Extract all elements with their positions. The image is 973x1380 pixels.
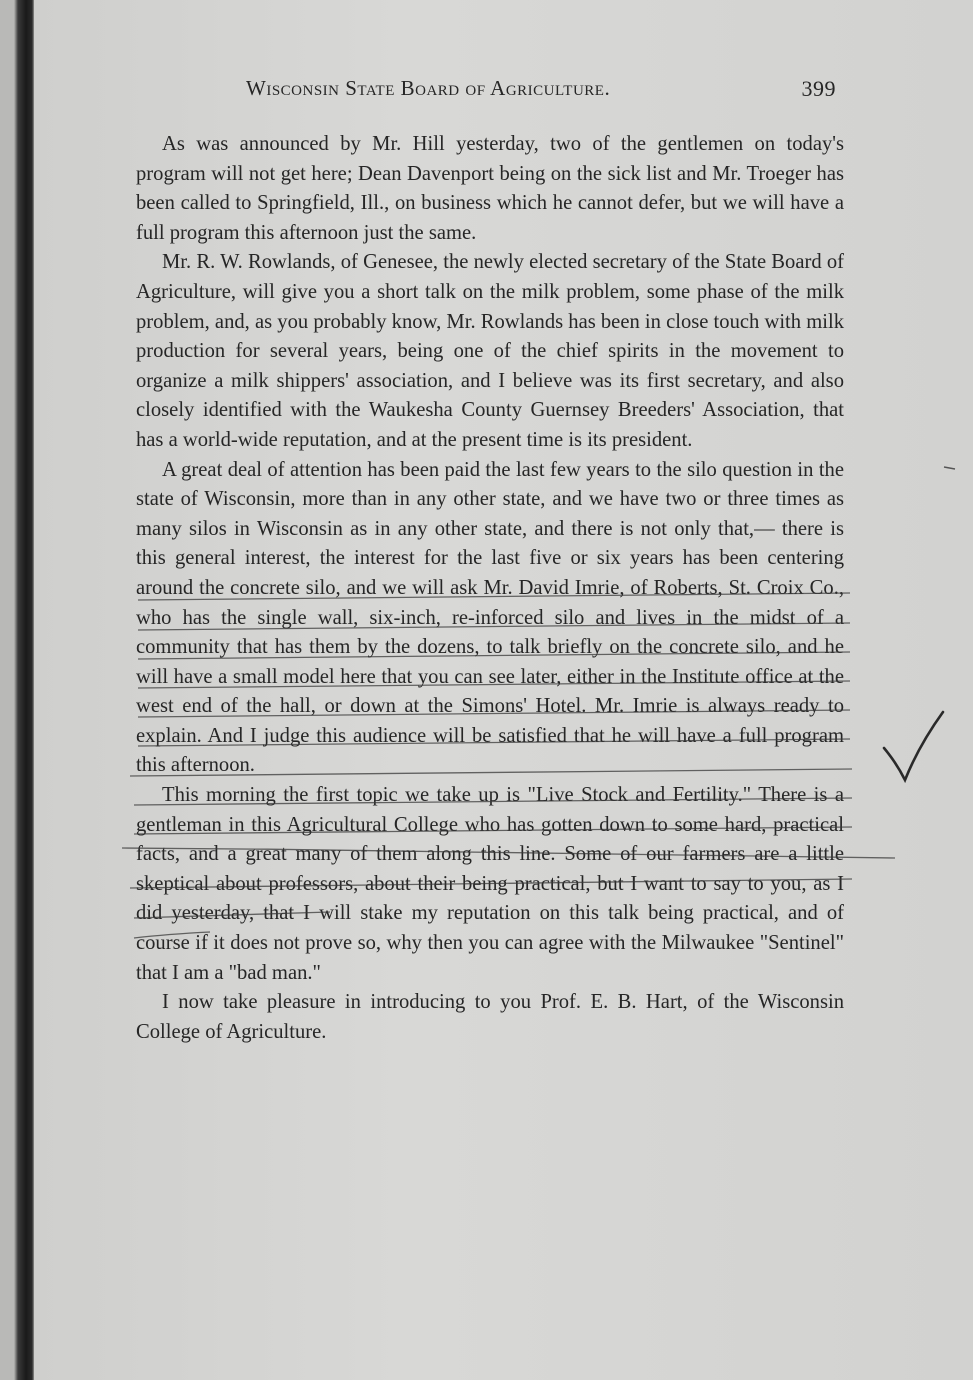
book-spine-shadow (0, 0, 34, 1380)
running-header (246, 76, 836, 106)
paragraph: As was announced by Mr. Hill yesterday, two of the gentlemen on today's program will not get here; Dean Davenport being on the sick list and Mr. Troeger has been called to Springfield, Ill., on business which he cannot defer, but we will have a full program this afternoon just the same. (136, 133, 844, 244)
page-number: 399 (801, 76, 836, 101)
body-text (136, 130, 844, 1047)
paragraph: Mr. R. W. Rowlands, of Genesee, the newly elected secretary of the State Board of Agriculture, will give you a short talk on the milk problem, some phase of the milk problem, and, as you probably know, Mr. Rowlands has been in close touch with milk production for several years, being one of the chief spirits in the movement to organize a milk shippers' association, and I believe was its first secretary, and also closely identified with the Waukesha County Guernsey Breeders' Association, that has a world-wide reputation, and at the present time is its president. (136, 251, 844, 451)
paragraph: I now take pleasure in introducing to you Prof. E. B. Hart, of the Wisconsin College of Agriculture. (136, 991, 844, 1043)
running-title: Wisconsin State Board of Agriculture. (246, 76, 611, 100)
paragraph: This morning the first topic we take up is "Live Stock and Fertility." There is a gentleman in this Agricultural College who has gotten down to some hard, practical facts, and a great many of them along this line. Some of our farmers are a little skeptical about professors, about their being practical, but I want to say to you, as I did yesterday, that I will stake my reputation on this talk being practical, and of course if it does not prove so, why then you can agree with the Milwaukee "Sentinel" that I am a "bad man." (136, 784, 844, 984)
paragraph: A great deal of attention has been paid the last few years to the silo question in the state of Wisconsin, more than in any other state, and we have two or three times as many silos in Wisconsin as in any other state, and there is not only that,— there is this general interest, the interest for the last five or six years has been centering around the concrete silo, and we will ask Mr. David Imrie, of Roberts, St. Croix Co., who has the single wall, six-inch, re-inforced silo and lives in the midst of a community that has them by the dozens, to talk briefly on the concrete silo, and he will have a small model here that you can see later, either in the Institute office at the west end of the hall, or down at the Simons' Hotel. Mr. Imrie is always ready to explain. And I judge this audience will be satisfied that he will have a full program this afternoon. (136, 458, 844, 777)
